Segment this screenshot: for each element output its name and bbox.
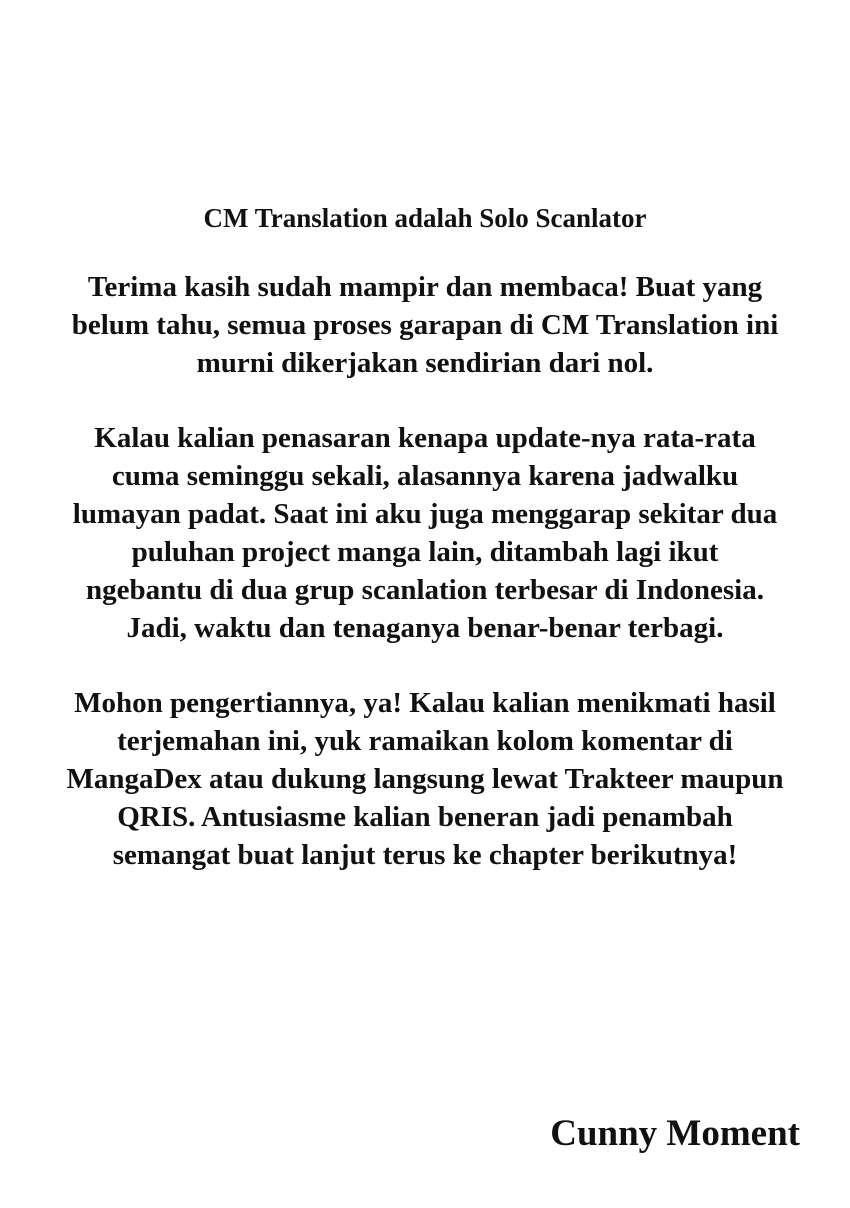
paragraph-intro [30,268,820,382]
paragraph-line: ngebantu di dua grup scanlation terbesar di Indonesia. [86,574,764,606]
paragraph-line: terjemahan ini, yuk ramaikan kolom komentar di [117,725,733,757]
paragraph-line: Kalau kalian penasaran kenapa update-nya rata-rata [94,422,756,454]
paragraph-line: lumayan padat. Saat ini aku juga menggarap sekitar dua [72,498,778,530]
paragraph-line: MangaDex atau dukung langsung lewat Trakteer maupun [66,763,784,795]
paragraph-line: Terima kasih sudah mampir dan membaca! Buat yang [87,271,763,303]
paragraph-line: puluhan project manga lain, ditambah lagi ikut [131,536,719,568]
paragraph-line: Mohon pengertiannya, ya! Kalau kalian menikmati hasil [74,687,776,719]
paragraph-line: Jadi, waktu dan tenaganya benar-benar terbagi. [126,612,724,644]
page-heading: CM Translation adalah Solo Scanlator [203,203,647,233]
paragraph-line: semangat buat lanjut terus ke chapter berikutnya! [112,839,738,871]
paragraph-line: belum tahu, semua proses garapan di CM Translation ini [71,309,779,341]
paragraph-line: QRIS. Antusiasme kalian beneran jadi penambah [117,801,733,833]
paragraph-line: murni dikerjakan sendirian dari nol. [196,347,654,379]
signature: Cunny Moment [550,1113,800,1154]
paragraph-line: cuma seminggu sekali, alasannya karena jadwalku [111,460,739,492]
paragraph-support [30,684,820,874]
message-body [30,196,820,911]
paragraph-schedule [30,419,820,647]
